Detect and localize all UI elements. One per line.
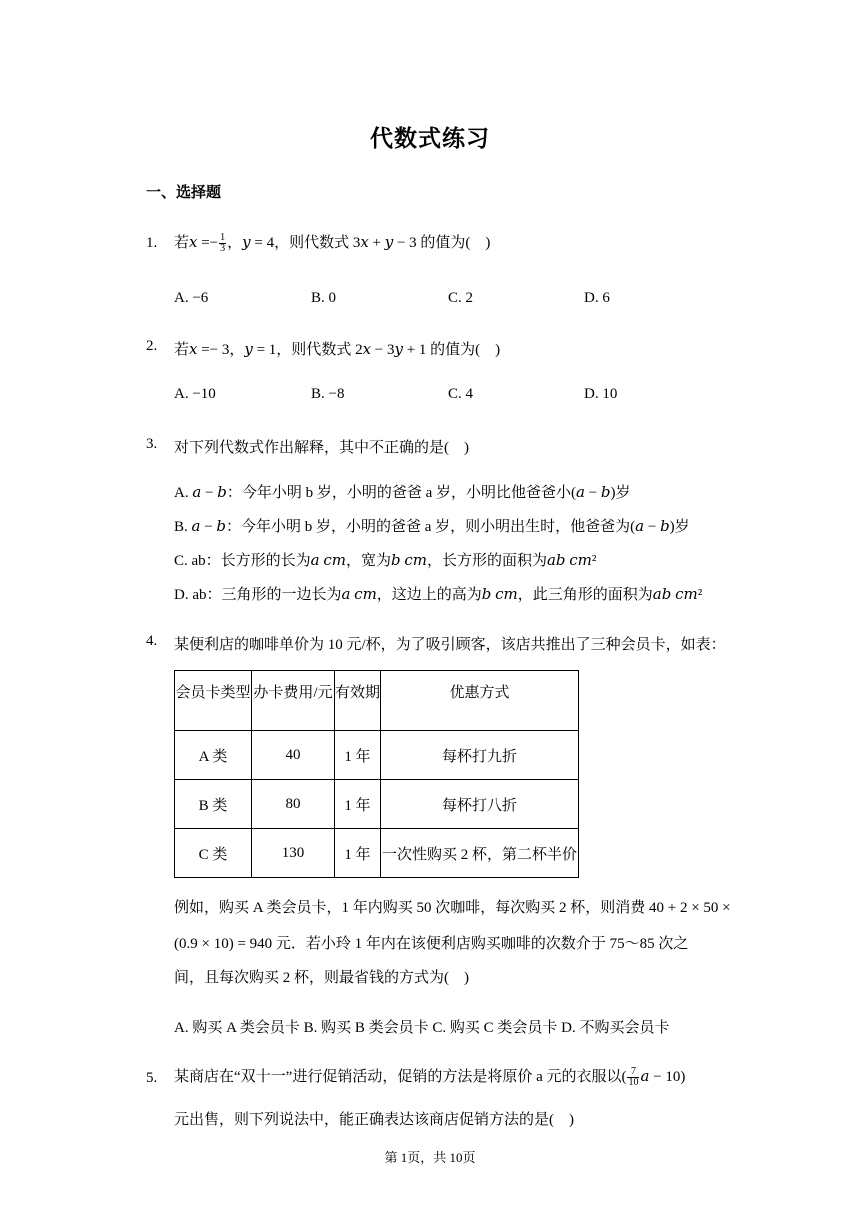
question-2-option-a: A. −10 [174, 386, 216, 402]
fraction-numerator: 7 [627, 1067, 639, 1078]
table-header-cell: 有效期 [335, 671, 381, 731]
table-cell: 1 年 [335, 780, 381, 829]
table-cell: 80 [252, 780, 335, 829]
table-cell: 1 年 [335, 731, 381, 780]
question-1-stem [174, 230, 490, 256]
question-4-paragraph-line-1: 例如，购买 A 类会员卡，1 年内购买 50 次咖啡，每次购买 2 杯，则消费 40 + 2 × 50 × [174, 900, 731, 916]
section-heading: 一、选择题 [146, 185, 222, 201]
table-cell: 130 [252, 829, 335, 878]
question-1-stem-post: ，𝑦 = 4，则代数式 3𝑥 + 𝑦 − 3 的值为( ) [227, 235, 491, 251]
table-cell: 每杯打八折 [381, 780, 579, 829]
question-5-number: 5. [146, 1070, 158, 1086]
question-1-option-a: A. −6 [174, 290, 209, 306]
table-cell: B 类 [175, 780, 252, 829]
table-header-row [175, 671, 579, 731]
table-row [175, 780, 579, 829]
question-3-option-b: B. 𝑎 − 𝑏：今年小明 b 岁，小明的爸爸 a 岁，则小明出生时，他爸爸为(𝑎 − 𝑏)岁 [174, 519, 690, 535]
question-4-number: 4. [146, 633, 158, 649]
question-1-stem-pre: 若𝑥 =− [174, 235, 219, 251]
table-row [175, 829, 579, 878]
question-2-option-b: B. −8 [311, 386, 345, 402]
question-3-option-a: A. 𝑎 − 𝑏：今年小明 b 岁，小明的爸爸 a 岁，小明比他爸爸小(𝑎 − 𝑏)岁 [174, 485, 631, 501]
question-2-option-c: C. 4 [448, 386, 474, 402]
question-1-option-b: B. 0 [311, 290, 337, 306]
question-2-option-d: D. 10 [584, 386, 618, 402]
table-header-cell: 办卡费用/元 [252, 671, 335, 731]
fraction-denominator: 3 [220, 243, 226, 255]
table-cell: 40 [252, 731, 335, 780]
question-3-stem: 对下列代数式作出解释，其中不正确的是( ) [174, 440, 469, 456]
question-4-options: A. 购买 A 类会员卡 B. 购买 B 类会员卡 C. 购买 C 类会员卡 D. 不购买会员卡 [174, 1020, 670, 1036]
question-5-stem-post: 𝑎 − 10) [640, 1069, 686, 1085]
member-card-table [174, 670, 579, 878]
question-5-stem-line-2: 元出售，则下列说法中，能正确表达该商店促销方法的是( ) [174, 1112, 574, 1128]
question-2-number: 2. [146, 338, 158, 354]
question-2-stem: 若𝑥 =− 3，𝑦 = 1，则代数式 2𝑥 − 3𝑦 + 1 的值为( ) [174, 342, 501, 358]
question-4-paragraph-line-3: 间，且每次购买 2 杯，则最省钱的方式为( ) [174, 970, 469, 986]
fraction-seven-tenths [627, 1067, 639, 1088]
table-row [175, 731, 579, 780]
table-cell: 每杯打九折 [381, 731, 579, 780]
question-1-number: 1. [146, 235, 158, 251]
table-cell: 1 年 [335, 829, 381, 878]
question-3-option-d: D. ab：三角形的一边长为𝑎 𝑐𝑚，这边上的高为𝑏 𝑐𝑚，此三角形的面积为𝑎𝑏 𝑐𝑚² [174, 587, 703, 603]
table-header-cell: 优惠方式 [381, 671, 579, 731]
question-4-paragraph-line-2: (0.9 × 10) = 940 元．若小玲 1 年内在该便利店购买咖啡的次数介于 75～85 次之 [174, 936, 689, 952]
question-4-stem: 某便利店的咖啡单价为 10 元/杯，为了吸引顾客，该店共推出了三种会员卡，如表： [174, 637, 726, 653]
fraction-numerator: 1 [220, 232, 226, 244]
question-1-option-d: D. 6 [584, 290, 610, 306]
question-3-number: 3. [146, 436, 158, 452]
table-header-cell: 会员卡类型 [175, 671, 252, 731]
question-5-stem-pre: 某商店在“双十一”进行促销活动，促销的方法是将原价 a 元的衣服以( [174, 1069, 627, 1085]
question-5-stem [174, 1063, 685, 1091]
fraction-denominator: 10 [628, 1077, 639, 1089]
page-footer: 第 1页，共 10页 [384, 1150, 476, 1165]
table-cell: 一次性购买 2 杯，第二杯半价 [381, 829, 579, 878]
question-3-option-c: C. ab：长方形的长为𝑎 𝑐𝑚，宽为𝑏 𝑐𝑚，长方形的面积为𝑎𝑏 𝑐𝑚² [174, 553, 597, 569]
question-1-option-c: C. 2 [448, 290, 474, 306]
page-title: 代数式练习 [370, 126, 490, 151]
table-cell: A 类 [175, 731, 252, 780]
table-cell: C 类 [175, 829, 252, 878]
fraction-one-third [219, 233, 226, 254]
